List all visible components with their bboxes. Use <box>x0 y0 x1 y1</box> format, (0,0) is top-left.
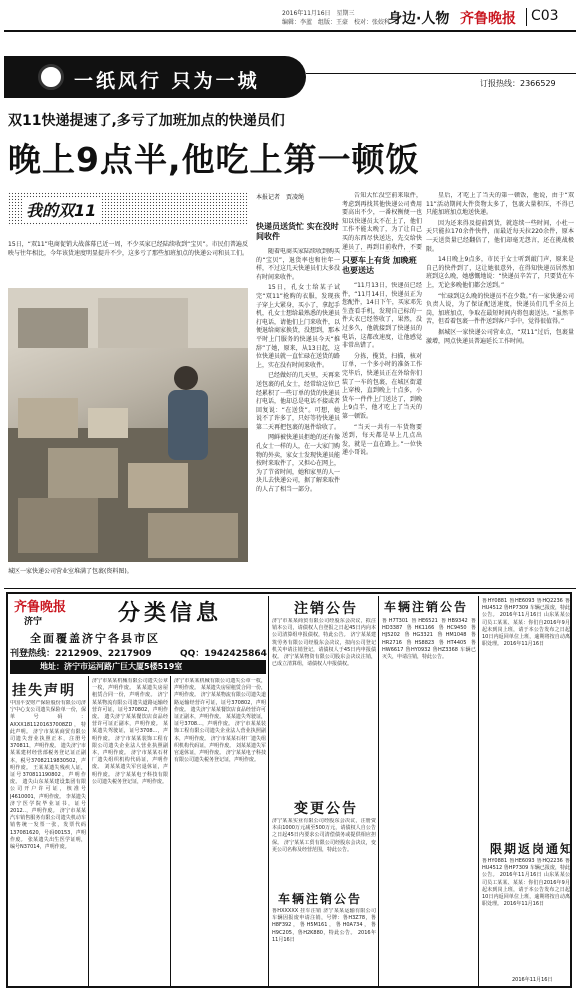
article-byline: 本报记者 贾凌绳 <box>256 194 305 201</box>
section-rule <box>4 588 576 589</box>
section-title: 身边·人物 <box>388 11 450 27</box>
lost-notice-list-2: 济宁市某某机械有限公司遗失公章一枚，声明作废。 某某遗失房屋租赁合同一份，声明作废。 济宁某某物流有限公司遗失道路运输经营许可证，证号370802，声明作废。 遗失济宁某某餐饮店食品经营许可证正副本，声明作废。 某某遗失驾驶证，证号3708...，声明作废。 济宁市某某装饰工程有限公司遗失企业法人营业执照副本，声明作废。 济宁市某某石材厂遗失组织机构代码证，声明作废。 刘某某遗失军官退休证，声明作废。 济宁某某电子科技有限公司遗失税务登记证，声明作废。 <box>92 678 168 785</box>
photo-scene <box>8 288 248 562</box>
vehicle-notice-title-2: 车辆注销公告 <box>278 892 363 906</box>
banner-rule <box>306 73 576 74</box>
change-notice-title: 变更公告 <box>294 801 358 817</box>
hotline-numbers: 2212909、2217909 <box>55 649 152 659</box>
photo-caption: 城区一家快递公司营业室堆满了包裹(资料图)。 <box>8 568 133 575</box>
classifieds-brand-logo: 齐鲁晚报 <box>14 600 67 615</box>
article-photo <box>8 288 248 562</box>
vehicle-notice-text-3: 鲁HY0881 鲁HE6093 鲁HQ2236 鲁HU4512 鲁HP7309 车辆已报废，特此公告。 2016年11月16日 山东某某公司员工某某、某某：你们自2016年9月起未到岗上班，请于本公告发布之日起10日内返回单位上班，逾期将按自动离职处理。 2016年11月16日 <box>482 598 570 648</box>
article-column-1 <box>256 248 340 586</box>
banner-slogan: 一纸风行 只为一城 <box>74 70 260 92</box>
paragraph: 网鲜被快递员拒绝的还有像孔女士一样的人，在一大家门购物的外卖，家女士发现快递员能按时来取件了，又担心在网上，为了节省时间，她和家里的人一块儿去快递公司，据了解来取件的人占了相当一部分。 <box>256 434 340 494</box>
cancel-notice-title: 注销公告 <box>294 601 358 617</box>
change-notice-text: 济宁某某实业有限公司经股东会决议，注册资本由1000万元减至500万元，请债权人自公告之日起45日内要求公司清偿债务或提供相应担保。 济宁某某工贸有限公司经股东会决议，变更公司名称及经营范围，特此公告。 <box>272 818 376 853</box>
paragraph: 因为还来得及提前到货，就连续一些时间，小杜一天只能拉170余件快件，而最近每天拉220余件，原本一天送货量已经翻倍了，他们却毫无怨言，还在挑战极限。 <box>426 219 574 253</box>
column-divider <box>88 676 89 986</box>
paragraph: 星后，才吃上了当天的第一顿饭，他说，由于“双11”活动期间大件货物太多了，包裹大量积压，不得已只能加班加点地送快递。 <box>426 192 574 217</box>
paragraph: 14日晚上9点多，市民于女士听到敲门声，原来是自己的快件到了，这让她很意外，在得知快递员居然加班到这么晚，她感慨地说：“快递员辛苦了，只要货在车上，无论多晚他们都会送到。” <box>426 256 574 289</box>
classifieds-hotline <box>10 646 152 659</box>
vehicle-notice-title: 车辆注销公告 <box>384 600 469 614</box>
paragraph: 15日，孔女士给某子试完“双11”抢购的衣服，发现孩子穿上大紧身，买小了，拿起手机，孔女士想给最熟悉的快递员打电话，请他们上门来收件，以便退给商家换货，没想到，那本平时上门服务的快递员今天“推辞”了她，原来，从13日起，这位快递员就一直忙碌在送货的路上，实在没有时间来收件。 <box>256 284 340 369</box>
editors-line: 编辑：李蓝 组版：王豪 校对：张姣科 <box>282 19 391 26</box>
hotline-label: 刊登热线： <box>10 649 56 659</box>
article-column-2 <box>342 282 422 586</box>
article-column-3 <box>426 192 574 584</box>
slogan-banner <box>4 56 306 98</box>
vehicle-notice-text: 鲁H7T301 鲁HE6521 鲁HB9342 鲁HD3387 鲁HK1166 鲁HC9450 鲁HJ5202 鲁HG3321 鲁HM1048 鲁HR2716 鲁HS8823 鲁HT4405 鲁HW6617 鲁HY0932 鲁HZ3368 车辆已灭失，申请注销，特此公告。 <box>382 618 476 661</box>
classifieds-qq: QQ：1942425864 <box>180 649 267 659</box>
paragraph: 分拣，揽货，扫描，核对订单，一个多小时的准备工作完毕后，快递员正在外给你们装了一车的包裹，在城区街道上穿梭，直到晚上十点多，小货车一件件上门送达了，到晚上9点半，他才吃上了当天的第一顿饭。 <box>342 352 422 420</box>
article-subheading-1: 快递员送货忙 实在没时间收件 <box>256 222 339 241</box>
classifieds-slogan: 全面覆盖济宁各县市区 <box>30 632 160 645</box>
column-divider <box>170 676 171 986</box>
paragraph: 已经做好的几天里，天再来送包裹的孔女士，经常给这位已经累积了一些订单的货的快递员打电话，他却总是电话不接或者回复说：“在送货”。可想，她说不了许多了，只好等待快递员第二天再把包裹的退件给收了。 <box>256 372 340 431</box>
subscription-hotline: 订报热线：2366529 <box>480 79 556 88</box>
paragraph: “当天一共有一车货物要送到，每天都是早上几点出发，就是一直在路上。”一位快递小哥说。 <box>342 423 422 457</box>
return-notice-text: 鲁HY0881 鲁HE6093 鲁HQ2236 鲁HU4512 鲁HP7309 车辆已报废，特此公告。 2016年11月16日 山东某某公司员工某某、某某：你们自2016年9月起未到岗上班，请于本公告发布之日起10日内返回单位上班，逾期将按自动离职处理。 2016年11月16日 <box>482 858 570 908</box>
cancel-notice-text: 济宁市某某商贸有限公司经股东会决议，拟注销本公司，请债权人自登报之日起45日内向本公司清算组申报债权，特此公告。 济宁某某建筑劳务有限公司经股东会决议，拟向公司登记机关申请注销登记，请债权人于45日内申报债权。 济宁某某物资有限公司股东会决议注销，已成立清算组，请债权人申报债权。 <box>272 618 376 668</box>
classifieds-city: 济宁 <box>24 617 43 627</box>
lost-notice-title: 挂失声明 <box>12 683 76 699</box>
lost-notice-list: 中国平安财产保险股份有限公司济宁中心支公司遗失保险单一份，保单号码：AXXX1811201637008ZD，特此声明。 济宁市某某商贸有限公司遗失营业执照正本，注册号370811，声明作废。 遗失济宁市某某建材经营部税务登记证正副本，税号37082119830502，声明作废。 王某某遗失残疾人证，证号370811190802，声明作废。 遗失山东某某建设集团有限公司开户许可证，核准号J4610001，声明作废。 李某遗失济宁医学院毕业证书，证号2012..，声明作废。 济宁市某某汽车销售服务有限公司遗失机动车销售统一发票一张，发票代码137081620，号码00153，声明作废。 张某遗失出生医学证明，编号N37014，声明作废。 <box>10 700 86 851</box>
newspaper-logo: 齐鲁晚报 <box>460 11 516 27</box>
notice-date: 2016年11月16日 <box>512 977 553 983</box>
paragraph: 据城区一家快递公司营业点，“双11”过后，包裹量激增，网点快递员普遍延长工作时间。 <box>426 328 574 345</box>
banner-logo-icon <box>38 64 64 90</box>
article-lead: 15日，“双11”电商促销大战落幕已近一周，不少买家已经陆续收到“宝贝”。市民们普遍反映与往年相比，今年该货速度明显提升不少，这多亏了那些加班加点的快递公司和员工们。 <box>8 241 248 257</box>
column-logo: 我的双11 <box>22 198 100 221</box>
article-column-2-top <box>342 192 422 252</box>
paragraph: “忙碌到这么晚的快递员不在少数。”有一家快递公司负责人说，为了保证配送速度，快递员们几乎全员上岗，加班加点，争取在最短时间内将包裹送达。“虽然辛苦，但看着包裹一件件送到客户手中，觉得很值得。” <box>426 292 574 326</box>
classifieds-address: 地址：济宁市运河路广巨大厦5楼519室 <box>10 660 266 674</box>
page-number: C03 <box>531 8 559 24</box>
article-headline: 晚上9点半,他吃上第一顿饭 <box>8 140 420 179</box>
article-subheading-2: 只要车上有货 加晚班也要送达 <box>342 256 417 275</box>
header-divider <box>526 8 527 26</box>
paragraph: “11月13日，快递员已经件，“11月14日，快递员正为您配件，14日下午，买家邓先生查看手机，发现自己标的一件大衣已经签收了，果然，没过多久，他就接到了快递员的电话，这都改速度，让他感觉非常出错了。 <box>342 282 422 350</box>
header-rule <box>4 30 576 32</box>
column-divider <box>478 596 479 986</box>
column-divider <box>378 596 379 986</box>
column-divider <box>268 596 269 986</box>
classifieds-title: 分类信息 <box>118 600 223 626</box>
column-logo-bg <box>8 192 248 226</box>
paragraph: 随着电商买家陆续收到购买的“宝贝”，退货率也和往年一样，不过这几天快递员们大多没有时间来收件。 <box>256 248 340 281</box>
vehicle-notice-text-2: 鲁HXXXXX 挂车注销 济宁某某运输有限公司车辆因报废申请注销，号牌：鲁H3Z78，鲁H8F392，鲁H5M161，鲁H0A734，鲁H9C205，鲁H2K880，特此公告。 2016年11月16日 <box>272 908 376 943</box>
paragraph: 告知大忙没空前来取件，考虑到再找其他快递公司费用要高出不少，一番权衡便一也知以快递员太不在上了，他们工作不能太晚了，为了让自己买的东西尽快送达，先交给快递员了，再到目前收件，不要 <box>342 192 422 251</box>
return-notice-title: 限期返岗通知 <box>490 842 575 856</box>
issue-date: 2016年11月16日 星期三 <box>282 10 355 17</box>
article-subtitle: 双11快递提速了,多亏了加班加点的快递员们 <box>8 113 285 129</box>
lost-notice-list-3: 济宁市某某机械有限公司遗失公章一枚，声明作废。 某某遗失房屋租赁合同一份，声明作废。 济宁某某物流有限公司遗失道路运输经营许可证，证号370802，声明作废。 遗失济宁某某餐饮店食品经营许可证正副本，声明作废。 某某遗失驾驶证，证号3708...，声明作废。 济宁市某某装饰工程有限公司遗失企业法人营业执照副本，声明作废。 济宁市某某石材厂遗失组织机构代码证，声明作废。 刘某某遗失军官退休证，声明作废。 济宁某某电子科技有限公司遗失税务登记证，声明作废。 <box>174 678 266 764</box>
